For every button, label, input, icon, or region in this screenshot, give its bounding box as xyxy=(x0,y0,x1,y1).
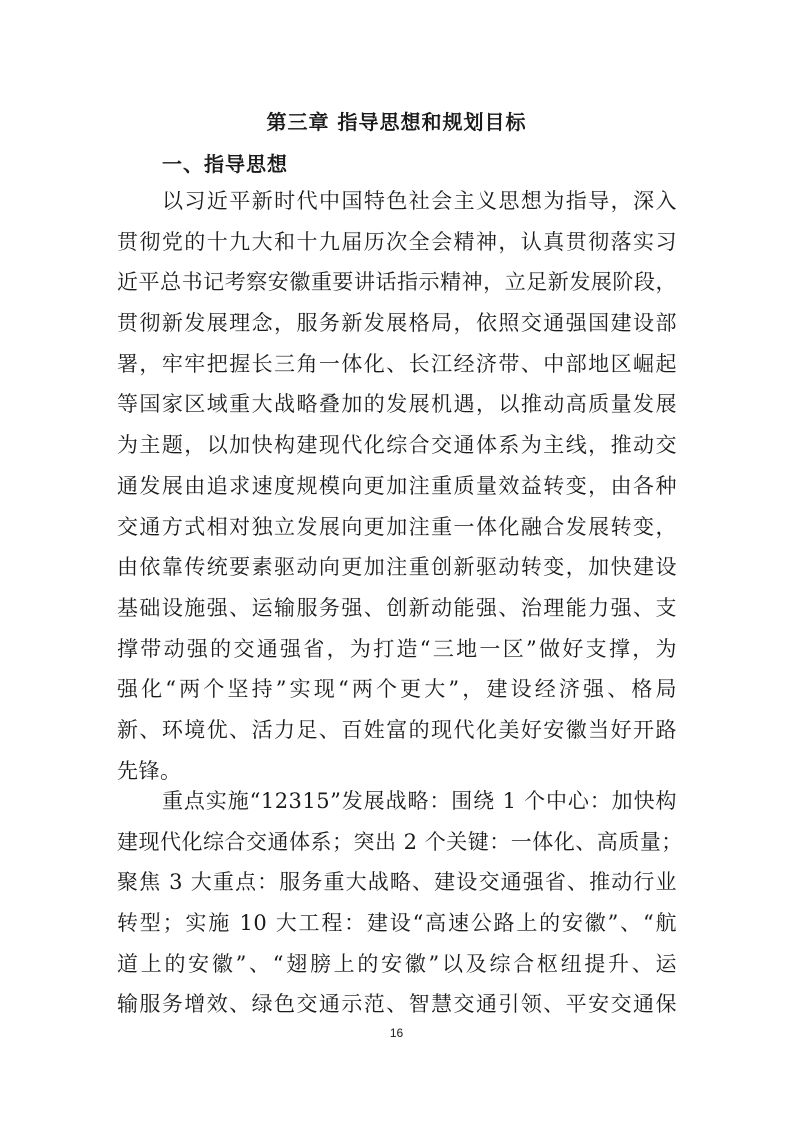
text-line: 近平总书记考察安徽重要讲话指示精神，立足新发展阶段， xyxy=(117,270,677,295)
text-line: 由依靠传统要素驱动向更加注重创新驱动转变，加快建设 xyxy=(117,555,677,580)
text-line: 基础设施强、运输服务强、创新动能强、治理能力强、支 xyxy=(117,595,677,620)
text-line: 先锋。 xyxy=(117,758,182,783)
text-line: 为主题，以加快构建现代化综合交通体系为主线，推动交 xyxy=(117,433,677,458)
text-line: 建现代化综合交通体系；突出 2 个关键：一体化、高质量； xyxy=(117,829,683,854)
paragraph-12315-strategy xyxy=(117,781,683,1025)
text-line: 新、环境优、活力足、百姓富的现代化美好安徽当好开路 xyxy=(117,717,677,742)
text-line: 重点实施“12315”发展战略：围绕 1 个中心：加快构 xyxy=(162,789,677,813)
text-line: 转型；实施 10 大工程：建设“高速公路上的安徽”、“航 xyxy=(117,911,677,936)
page-number: 16 xyxy=(389,1026,404,1040)
text-line: 等国家区域重大战略叠加的发展机遇，以推动高质量发展 xyxy=(117,392,677,417)
text-line: 撑带动强的交通强省，为打造“三地一区”做好支撑，为 xyxy=(117,636,677,661)
section-heading: 一、指导思想 xyxy=(162,152,288,176)
text-line: 贯彻新发展理念，服务新发展格局，依照交通强国建设部 xyxy=(117,311,677,336)
text-line: 输服务增效、绿色交通示范、智慧交通引领、平安交通保 xyxy=(117,992,677,1017)
text-line: 强化“两个坚持”实现“两个更大”，建设经济强、格局 xyxy=(117,677,677,702)
text-line: 以习近平新时代中国特色社会主义思想为指导，深入 xyxy=(162,189,677,213)
text-line: 贯彻党的十九大和十九届历次全会精神，认真贯彻落实习 xyxy=(117,229,677,254)
text-line: 交通方式相对独立发展向更加注重一体化融合发展转变， xyxy=(117,514,677,539)
paragraph-guiding-thought xyxy=(117,181,677,791)
text-line: 通发展由追求速度规模向更加注重质量效益转变，由各种 xyxy=(117,473,677,498)
text-line: 道上的安徽”、“翅膀上的安徽”以及综合枢纽提升、运 xyxy=(117,951,677,976)
text-line: 聚焦 3 大重点：服务重大战略、建设交通强省、推动行业 xyxy=(117,870,677,895)
chapter-title: 第三章 指导思想和规划目标 xyxy=(266,110,527,134)
text-line: 署，牢牢把握长三角一体化、长江经济带、中部地区崛起 xyxy=(117,351,677,376)
